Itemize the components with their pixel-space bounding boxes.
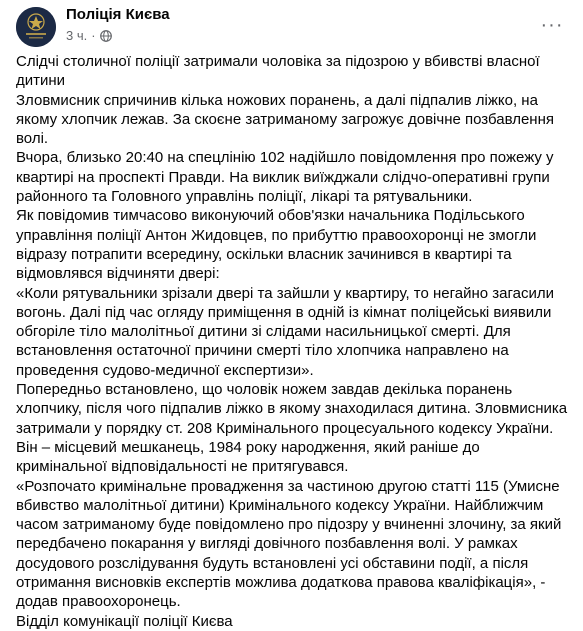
post-time[interactable]: 3 ч. bbox=[66, 28, 88, 43]
post-meta bbox=[66, 28, 112, 43]
post-paragraph: «Коли рятувальники зрізали двері та зайшли у квартиру, то негайно загасили вогонь. Далі під час огляду приміщення в одній із кімнат поліцейські виявили обгоріле тіло малолітньої дитини зі слідами насильницької смерті. Для встановлення остаточної причини смерті тіло хлопчика направлено на проведення судово-медичної експертизи». bbox=[16, 284, 555, 379]
meta-separator: · bbox=[91, 28, 96, 43]
post-paragraph: Як повідомив тимчасово виконуючий обов'язки начальника Подільського управління поліції Антон Жидовцев, по прибуттю правоохоронці не змогли відразу потрапити всередину, оскільки власник зачинився в квартирі та відмовлявся відчиняти двері: bbox=[16, 207, 537, 283]
police-badge-icon bbox=[16, 7, 56, 47]
post-paragraph: Вчора, близько 20:40 на спецлінію 102 надійшло повідомлення про пожежу у квартирі на проспекті Правди. На виклик виїжджали слідчо-оперативні групи районного та Головного управлінь поліції, лікарі та рятувальники. bbox=[16, 149, 554, 206]
globe-icon[interactable] bbox=[100, 30, 112, 42]
post-text bbox=[16, 52, 571, 631]
more-options-button[interactable] bbox=[535, 8, 569, 42]
more-horizontal-icon: ··· bbox=[540, 13, 564, 36]
post-paragraph: Слідчі столичної поліції затримали чоловіка за підозрою у вбивстві власної дитини bbox=[16, 53, 540, 90]
post-paragraph: Попередньо встановлено, що чоловік ножем завдав декілька поранень хлопчику, після чого підпалив ліжко в якому знаходилася дитина. Зловмисника затримали у порядку ст. 208 Кримінального процесуального кодексу України. Він – місцевий мешканець, 1984 року народження, який раніше до кримінальної відповідальності не притягувався. bbox=[16, 381, 568, 476]
post-header bbox=[0, 0, 583, 56]
post-paragraph: «Розпочато кримінальне провадження за частиною другою статті 115 (Умисне вбивство малолітньої дитини) Кримінального кодексу України. Найближчим часом затриманому буде повідомлено про підозру у вчиненні злочину, за який передбачено покарання у вигляді довічного позбавлення волі. У рамках досудового розслідування будуть встановлені усі обставини події, а після отримання висновків експертів можлива додаткова правова кваліфікація», - додав правоохоронець. bbox=[16, 477, 562, 611]
post-paragraph: Зловмисник спричинив кілька ножових поранень, а далі підпалив ліжко, на якому хлопчик лежав. За скоєне затриманому загрожує довічне позбавлення волі. bbox=[16, 91, 555, 148]
avatar[interactable] bbox=[16, 7, 56, 47]
post-signature: Відділ комунікації поліції Києва bbox=[16, 612, 233, 630]
page-name[interactable]: Поліція Києва bbox=[66, 6, 170, 23]
